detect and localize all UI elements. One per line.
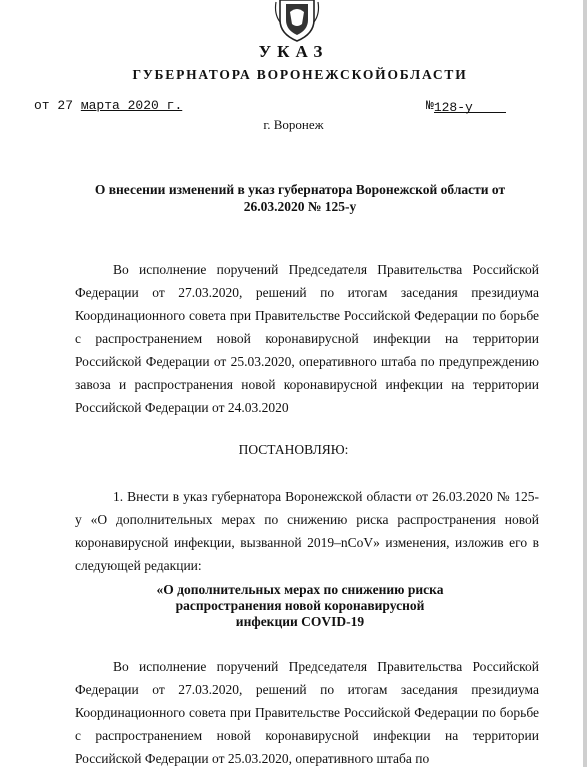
coat-of-arms-emblem (272, 0, 322, 42)
heading-line: О внесении изменений в указ губернатора Воронежской области от (94, 182, 506, 197)
preamble-paragraph: Во исполнение поручений Председателя Правительства Российской Федерации от 27.03.2020, решений по итогам заседания президиума Координационного совета при Правительстве Российской Федерации по борьбе с распространением новой коронавирусной инфекции на территории Российской Федерации от 25.03.2020, оперативного штаба по предупреждению завоза и распространения новой коронавирусной инфекции на территории Российской Федерации от 24.03.2020 (75, 262, 539, 415)
document-heading (60, 181, 540, 215)
page-edge (583, 0, 587, 767)
quoted-title (120, 582, 480, 630)
quote-line: «О дополнительных мерах по снижению риска (156, 582, 444, 597)
heading-line: 26.03.2020 № 125-у (243, 199, 357, 214)
city-label: г. Воронеж (263, 117, 324, 132)
date-prefix: от 27 (34, 98, 74, 113)
number-prefix: № (426, 98, 434, 113)
number-field (426, 98, 506, 113)
number-value: 128-у (433, 100, 473, 115)
date-field (34, 98, 182, 113)
quoted-preamble-paragraph: Во исполнение поручений Председателя Правительства Российской Федерации от 27.03.2020, решений по итогам заседания президиума Координационного совета при Правительстве Российской Федерации по борьбе с распространением новой коронавирусной инфекции на территории Российской Федерации от 25.03.2020, оперативного штаба по (75, 659, 539, 766)
document-title: УКАЗ (258, 42, 329, 61)
quote-line: инфекции COVID-19 (235, 614, 365, 629)
decree-word: ПОСТАНОВЛЯЮ: (238, 442, 349, 457)
date-month-year: марта 2020 г. (80, 98, 183, 113)
document-subtitle: ГУБЕРНАТОРА ВОРОНЕЖСКОЙОБЛАСТИ (132, 67, 468, 82)
quote-line: распространения новой коронавирусной (175, 598, 425, 613)
clause-1-paragraph: 1. Внести в указ губернатора Воронежской области от 26.03.2020 № 125-у «О дополнительных мерах по снижению риска распространения новой коронавирусной инфекции, вызванной 2019–nCoV» изменения, изложив его в следующей редакции: (75, 489, 539, 573)
